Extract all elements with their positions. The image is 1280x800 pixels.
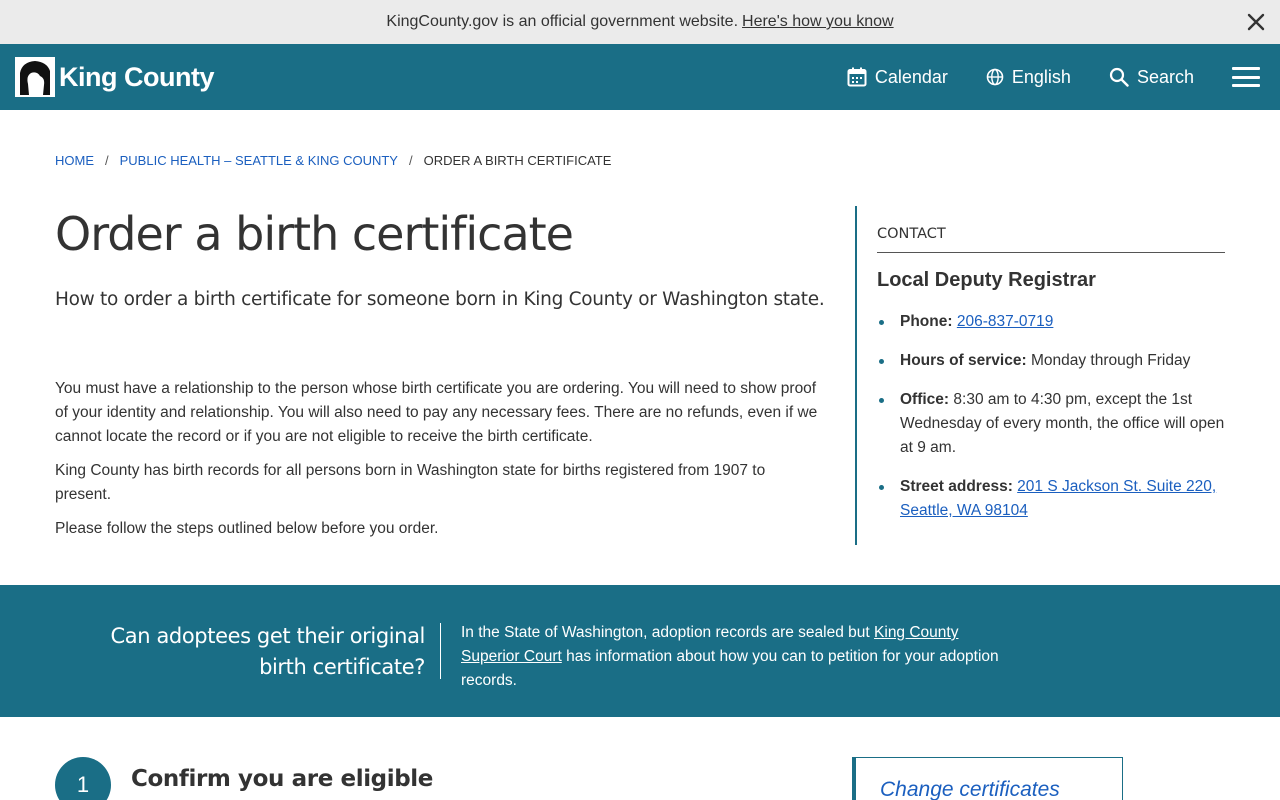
callout-divider <box>440 623 441 679</box>
search-label: Search <box>1136 66 1194 87</box>
language-label: English <box>1011 66 1071 87</box>
site-header <box>0 44 1280 110</box>
contact-list <box>877 310 1225 523</box>
contact-phone: Phone: 206-837-0719 <box>877 310 1225 334</box>
adoptee-answer: In the State of Washington, adoption records are sealed but King County Superior Court has information about how you can to petition for your adoption records. <box>461 624 999 689</box>
official-site-text: KingCounty.gov is an official government website. <box>386 13 739 30</box>
change-certificates-card[interactable] <box>852 757 1123 800</box>
contact-title: Local Deputy Registrar <box>877 269 1096 291</box>
contact-address: Street address: 201 S Jackson St. Suite 220, Seattle, WA 98104 <box>877 475 1225 523</box>
mlk-logo-icon <box>15 57 55 97</box>
logo-text: King County <box>59 61 214 92</box>
heres-how-you-know-link[interactable]: Here's how you know <box>742 13 894 30</box>
globe-icon <box>986 68 1004 86</box>
contact-hours: Hours of service: Monday through Friday <box>877 349 1225 373</box>
phone-link[interactable]: 206-837-0719 <box>956 313 1054 330</box>
language-selector[interactable] <box>986 67 1071 88</box>
search-icon <box>1109 67 1129 87</box>
breadcrumb-public-health[interactable]: PUBLIC HEALTH – SEATTLE & KING COUNTY <box>119 153 398 168</box>
official-site-banner <box>0 0 1280 44</box>
close-icon[interactable] <box>1244 10 1268 34</box>
breadcrumb <box>55 153 611 168</box>
superior-court-link[interactable]: King County Superior Court <box>461 624 959 665</box>
breadcrumb-separator: / <box>105 153 109 168</box>
breadcrumb-separator: / <box>408 153 413 168</box>
intro-paragraph: King County has birth records for all persons born in Washington state for births registered from 1907 to present. <box>55 462 766 503</box>
calendar-label: Calendar <box>874 66 948 87</box>
adoptee-callout <box>0 585 1280 717</box>
breadcrumb-current: ORDER A BIRTH CERTIFICATE <box>423 153 612 168</box>
calendar-link[interactable] <box>847 67 948 88</box>
contact-card <box>855 206 1225 545</box>
intro-text <box>55 377 825 551</box>
page-title: Order a birth certificate <box>55 207 573 261</box>
calendar-icon <box>847 67 867 87</box>
step-number-badge: 1 <box>55 757 111 800</box>
breadcrumb-home[interactable]: HOME <box>55 153 94 168</box>
change-certificates-link[interactable]: Change certificates <box>880 778 1060 800</box>
king-county-logo[interactable] <box>15 57 214 97</box>
header-nav <box>847 44 1280 110</box>
adoptee-question: Can adoptees get their original birth certificate? <box>110 624 425 679</box>
step-title: Confirm you are eligible <box>131 766 433 792</box>
page-lede: How to order a birth certificate for someone born in King County or Washington state. <box>55 289 825 310</box>
search-button[interactable] <box>1109 67 1194 88</box>
address-link[interactable]: 201 S Jackson St. Suite 220, Seattle, WA 98104 <box>900 478 1217 519</box>
contact-heading: CONTACT <box>877 226 1225 253</box>
hamburger-menu-icon[interactable] <box>1232 67 1260 87</box>
intro-paragraph: Please follow the steps outlined below before you order. <box>55 520 439 537</box>
contact-office: Office: 8:30 am to 4:30 pm, except the 1st Wednesday of every month, the office will open at 9 am. <box>877 388 1225 460</box>
intro-paragraph: You must have a relationship to the person whose birth certificate you are ordering. You will need to show proof of your identity and relationship. You will also need to pay any necessary fees. There are no refunds, even if we cannot locate the record or if you are not eligible to receive the birth certificate. <box>55 380 818 445</box>
